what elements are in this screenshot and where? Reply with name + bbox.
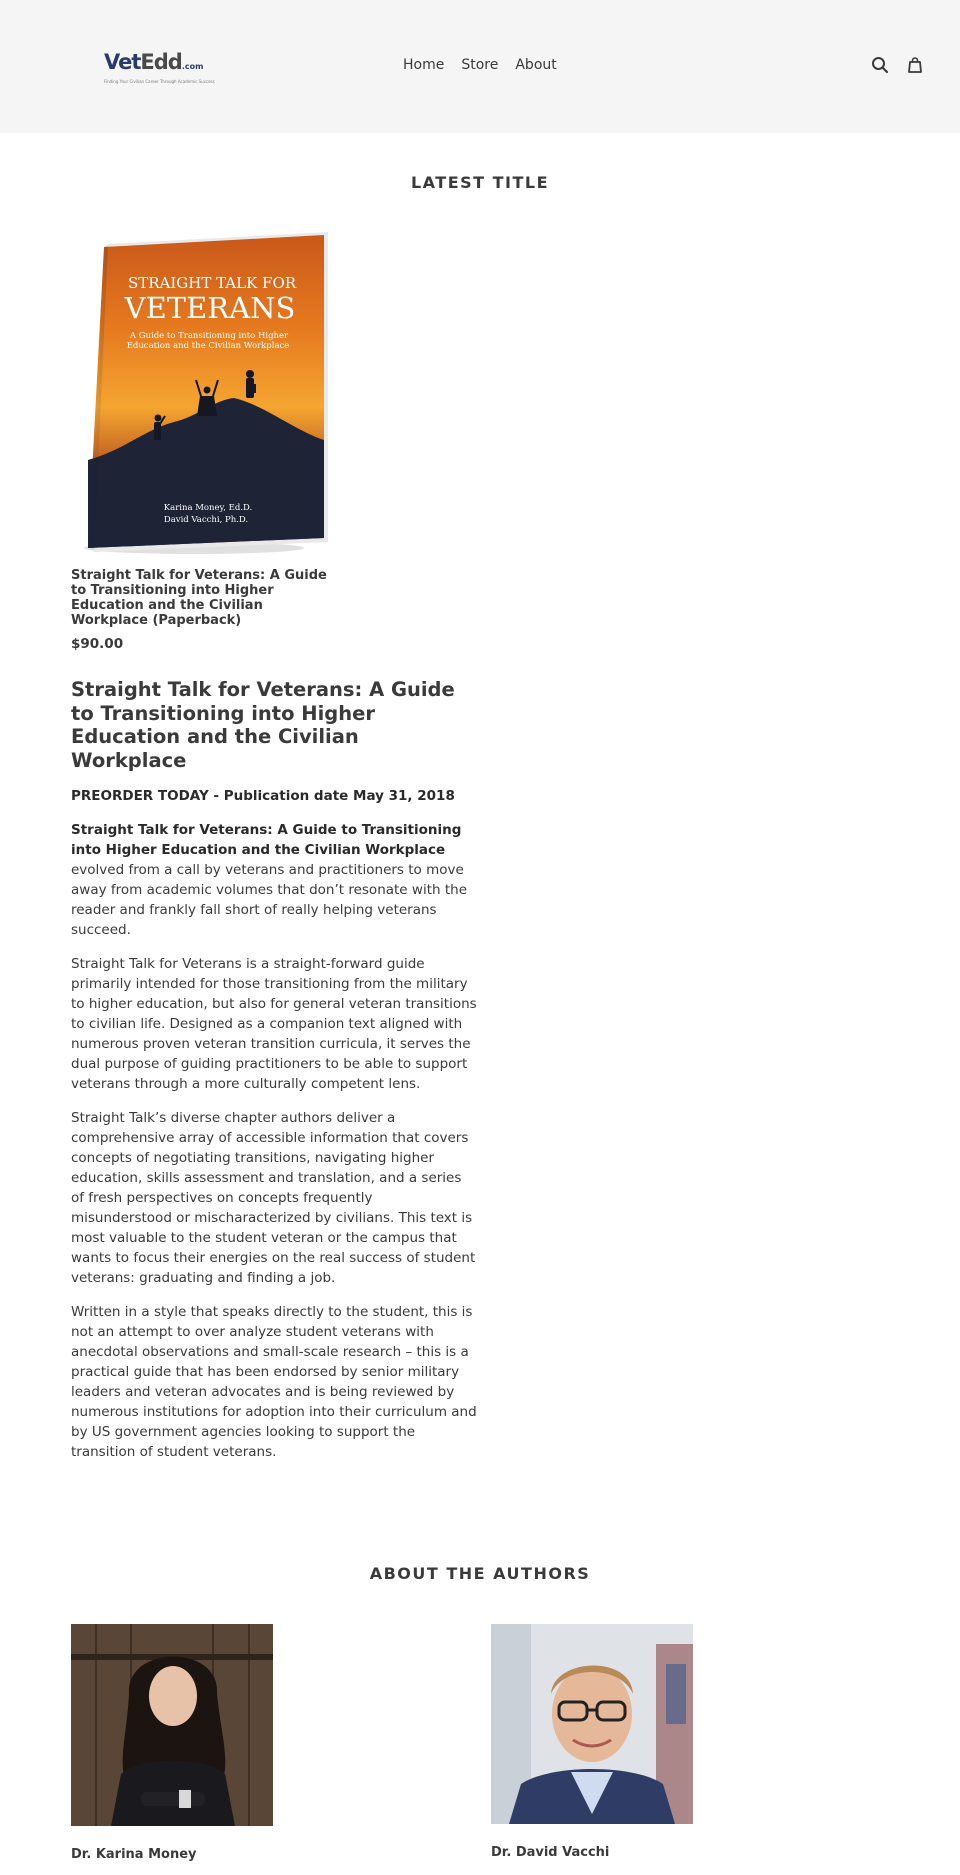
product-price: $90.00 <box>71 636 124 652</box>
cover-subtitle2: Education and the Civilian Workplace <box>126 341 290 351</box>
author-card-david <box>491 1624 693 1860</box>
book-cover-image[interactable] <box>74 230 336 558</box>
description-bold-title: Straight Talk for Veterans: A Guide to Transitioning into Higher Education and the Civilian Workplace <box>71 822 462 858</box>
author-name-david: Dr. David Vacchi <box>491 1845 610 1860</box>
logo-part-vet: Vet <box>104 50 141 74</box>
latest-title-heading: LATEST TITLE <box>410 173 550 192</box>
description-paragraph-3: Straight Talk’s diverse chapter authors deliver a comprehensive array of accessible information that covers concepts of negotiating transitions, navigating higher education, skills assessment and translation, and a series of fresh perspectives on concepts frequently misunderstood or mischaracterized by civilians. This text is most valuable to the student veteran or the campus that wants to focus their energies on the real success of student veterans: graduating and finding a job. <box>71 1110 476 1286</box>
author-photo-karina <box>71 1624 273 1826</box>
author-name-karina: Dr. Karina Money <box>71 1847 197 1862</box>
nav-home[interactable]: Home <box>403 57 445 73</box>
site-logo[interactable] <box>104 50 215 84</box>
cover-line2: VETERANS <box>124 291 296 325</box>
nav-about[interactable]: About <box>515 57 557 73</box>
description-paragraph-1 <box>71 820 477 940</box>
preorder-notice: PREORDER TODAY - Publication date May 31, 2018 <box>71 788 455 804</box>
cart-button[interactable] <box>903 53 927 77</box>
description-paragraph-1-text: evolved from a call by veterans and practitioners to move away from academic volumes that don’t resonate with the reader and frankly fall short of really helping veterans succeed. <box>71 862 467 938</box>
cover-author1: Karina Money, Ed.D. <box>163 503 253 513</box>
search-icon <box>871 56 889 74</box>
main-nav <box>403 55 574 75</box>
author-photo-david <box>491 1624 693 1824</box>
search-button[interactable] <box>868 53 892 77</box>
nav-store[interactable]: Store <box>461 57 499 73</box>
description-paragraph-4: Written in a style that speaks directly to the student, this is not an attempt to over analyze student veterans with anecdotal observations and small-scale research – this is a practical guide that has been endorsed by senior military leaders and veteran advocates and is being reviewed by numerous institutions for adoption into their curriculum and by US government agencies looking to support the transition of student veterans. <box>71 1304 477 1460</box>
product-description <box>71 678 477 1476</box>
product-title-link[interactable]: Straight Talk for Veterans: A Guide to Transitioning into Higher Education and the Civilian Workplace (Paperback) <box>71 568 327 628</box>
authors-heading: ABOUT THE AUTHORS <box>369 1564 591 1583</box>
cart-icon <box>906 56 924 74</box>
cover-line1: STRAIGHT TALK FOR <box>127 274 297 292</box>
cover-author2: David Vacchi, Ph.D. <box>163 515 249 525</box>
logo-tagline: Finding Your Civilian Career Through Academic Success <box>104 79 215 84</box>
cover-subtitle1: A Guide to Transitioning into Higher <box>129 331 289 341</box>
author-card-karina <box>71 1624 273 1862</box>
site-header <box>0 0 960 133</box>
description-heading: Straight Talk for Veterans: A Guide to Transitioning into Higher Education and the Civilian Workplace <box>71 678 455 772</box>
description-paragraph-2: Straight Talk for Veterans is a straight-forward guide primarily intended for those transitioning from the military to higher education, but also for general veteran transitions to civilian life. Designed as a companion text aligned with numerous proven veteran transition curricula, it serves the dual purpose of guiding practitioners to be able to support veterans through a more culturally competent lens. <box>71 956 477 1092</box>
logo-part-edd: Edd <box>140 50 182 74</box>
logo-suffix: .com <box>181 62 204 71</box>
logo-wordmark <box>104 50 204 79</box>
